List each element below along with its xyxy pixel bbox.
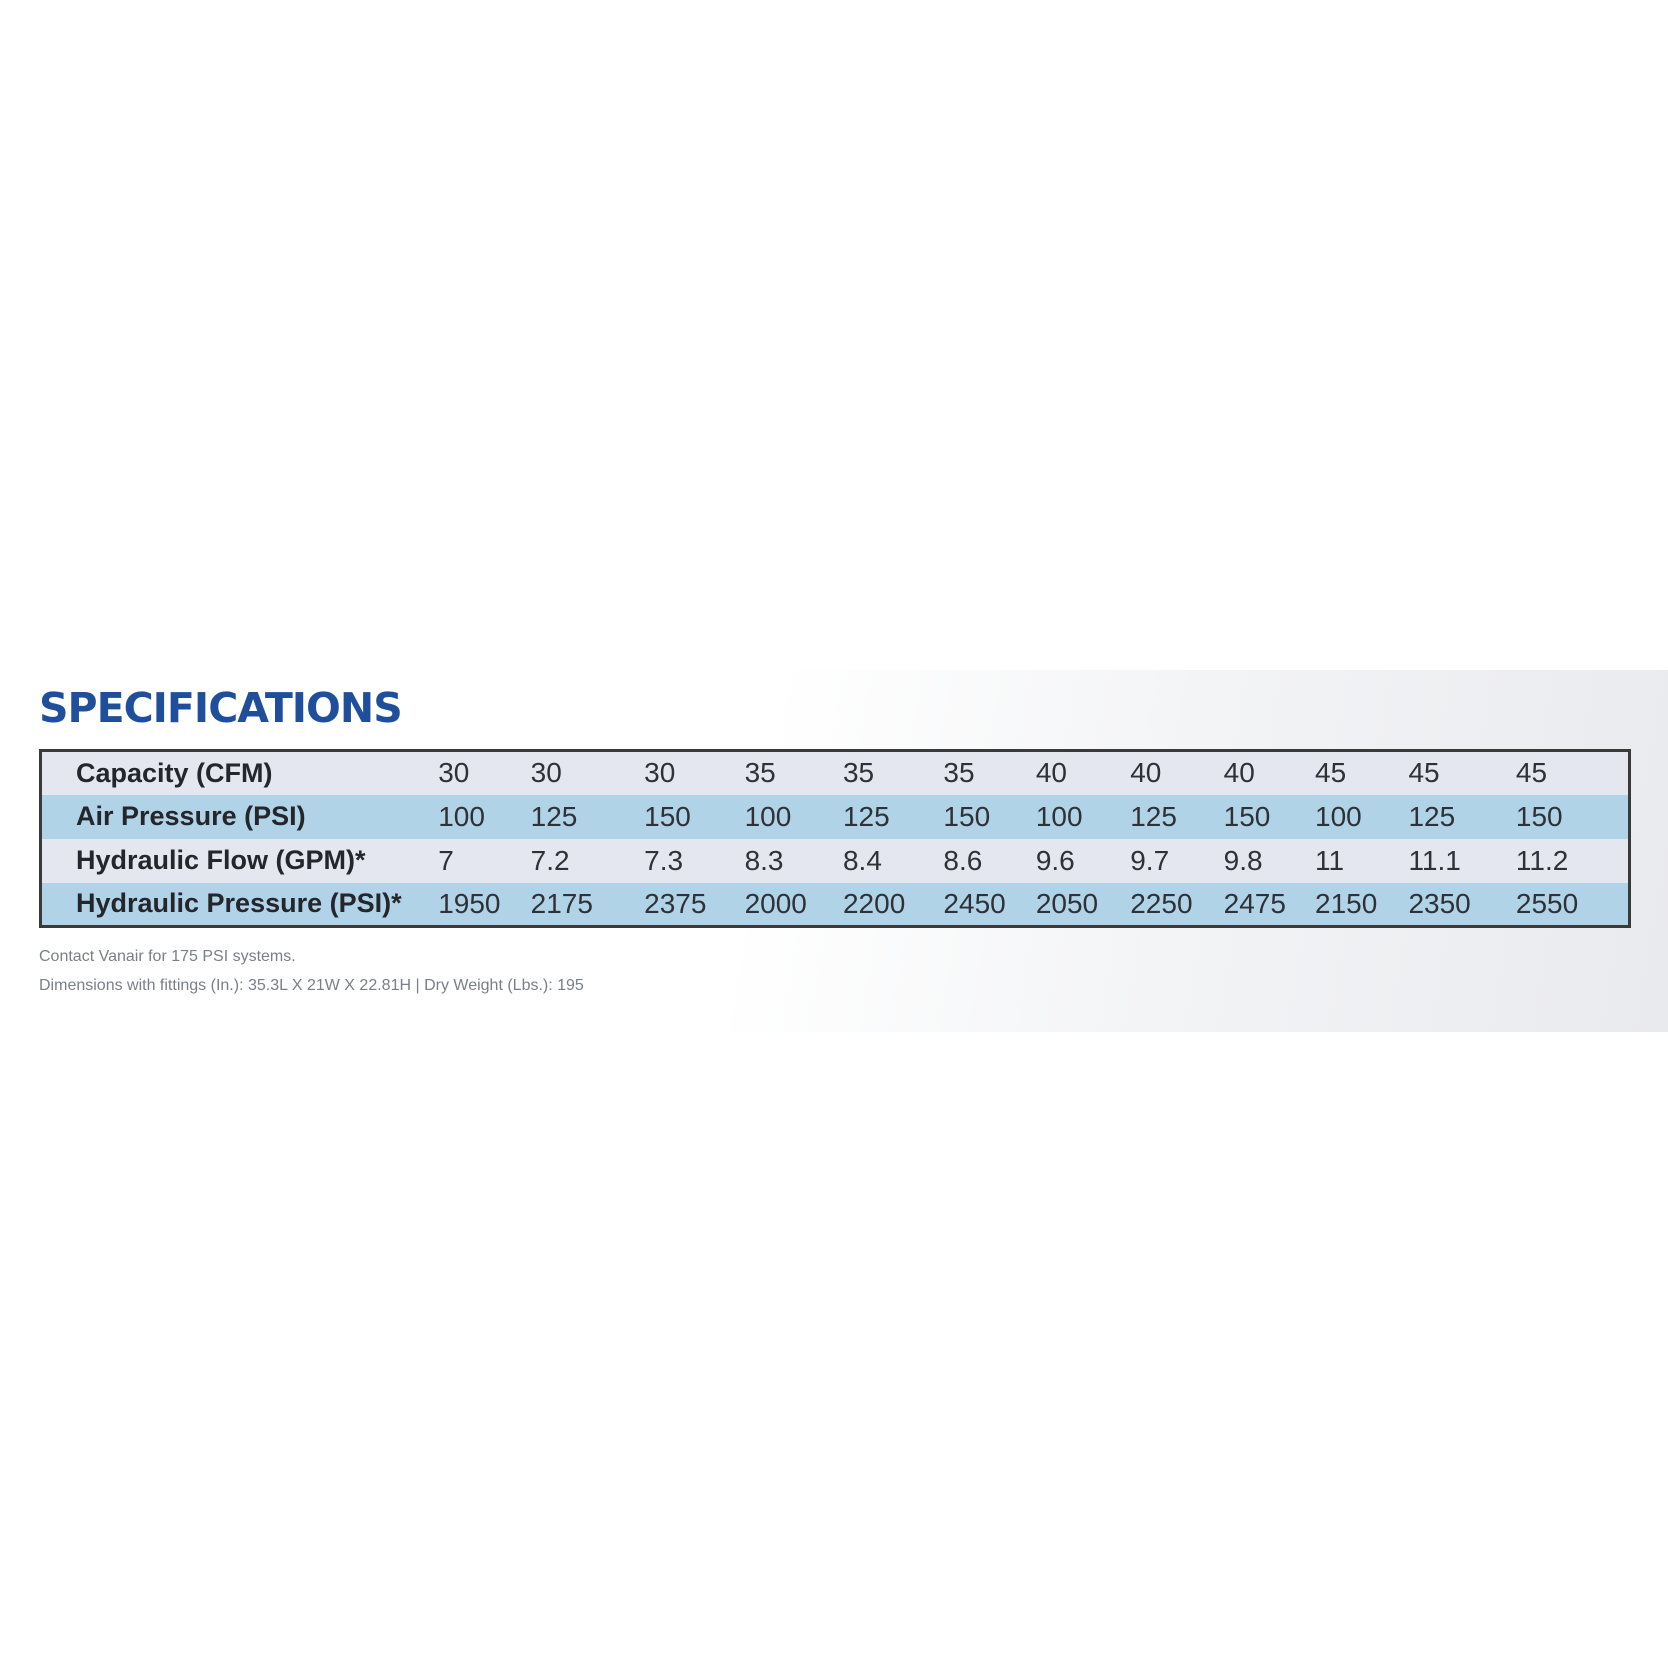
specifications-table <box>39 749 1631 928</box>
row-label: Capacity (CFM) <box>76 757 273 788</box>
table-cell: 30 <box>530 757 562 789</box>
table-cell: 35 <box>842 757 875 789</box>
specifications-title: SPECIFICATIONS <box>39 684 402 732</box>
table-cell: 150 <box>644 800 691 832</box>
table-cell: 2175 <box>530 887 593 919</box>
table-cell: 9.8 <box>1223 844 1263 876</box>
table-cell: 2000 <box>744 887 807 919</box>
table-cell: 2050 <box>1035 887 1099 919</box>
table-cell: 150 <box>1515 800 1563 832</box>
table-cell: 7.2 <box>530 844 570 876</box>
row-label: Air Pressure (PSI) <box>76 801 306 831</box>
row-label: Hydraulic Flow (GPM)* <box>76 845 366 875</box>
table-cell: 40 <box>1130 757 1162 789</box>
table-cell: 11.1 <box>1408 844 1461 876</box>
table-cell: 40 <box>1223 757 1255 789</box>
row-label: Hydraulic Pressure (PSI)* <box>76 888 402 919</box>
table-cell: 11.2 <box>1515 844 1569 876</box>
table-row-air-pressure <box>41 795 1630 839</box>
table-cell: 150 <box>943 800 991 832</box>
table-cell: 125 <box>530 800 578 832</box>
table-cell: 30 <box>644 757 676 789</box>
table-cell: 7 <box>438 844 454 876</box>
table-cell: 40 <box>1035 757 1067 789</box>
table-cell: 2550 <box>1515 887 1579 919</box>
table-cell: 100 <box>1315 800 1362 832</box>
table-cell: 2350 <box>1408 887 1471 919</box>
table-cell: 150 <box>1223 800 1271 832</box>
table-cell: 100 <box>1035 800 1083 832</box>
table-cell: 45 <box>1515 757 1548 789</box>
table-cell: 9.6 <box>1035 844 1075 876</box>
table-cell: 9.7 <box>1130 844 1170 876</box>
table-cell: 45 <box>1315 757 1347 789</box>
table-cell: 2450 <box>943 887 1006 919</box>
table-cell: 100 <box>744 800 792 832</box>
table-cell: 8.3 <box>744 844 784 876</box>
table-row-hydraulic-pressure <box>41 883 1630 927</box>
table-cell: 8.6 <box>943 844 983 876</box>
table-cell: 11 <box>1315 844 1345 876</box>
note-contact: Contact Vanair for 175 PSI systems. <box>39 948 296 965</box>
table-cell: 2150 <box>1315 887 1378 919</box>
table-row-capacity <box>41 751 1630 795</box>
table-cell: 125 <box>1130 800 1177 832</box>
note-dimensions: Dimensions with fittings (In.): 35.3L X 21W X 22.81H | Dry Weight (Lbs.): 195 <box>39 977 584 994</box>
table-cell: 35 <box>744 757 776 789</box>
table-cell: 7.3 <box>644 844 684 876</box>
table-cell: 100 <box>438 800 485 832</box>
table-cell: 8.4 <box>842 844 882 876</box>
table-row-hydraulic-flow <box>41 839 1630 883</box>
table-cell: 2475 <box>1223 887 1286 919</box>
table-cell: 125 <box>842 800 890 832</box>
table-cell: 2200 <box>842 887 906 919</box>
table-cell: 1950 <box>438 887 501 919</box>
table-cell: 2375 <box>644 887 707 919</box>
table-cell: 125 <box>1408 800 1456 832</box>
table-cell: 35 <box>943 757 975 789</box>
table-cell: 45 <box>1408 757 1440 789</box>
table-cell: 2250 <box>1130 887 1193 919</box>
table-cell: 30 <box>438 757 470 789</box>
